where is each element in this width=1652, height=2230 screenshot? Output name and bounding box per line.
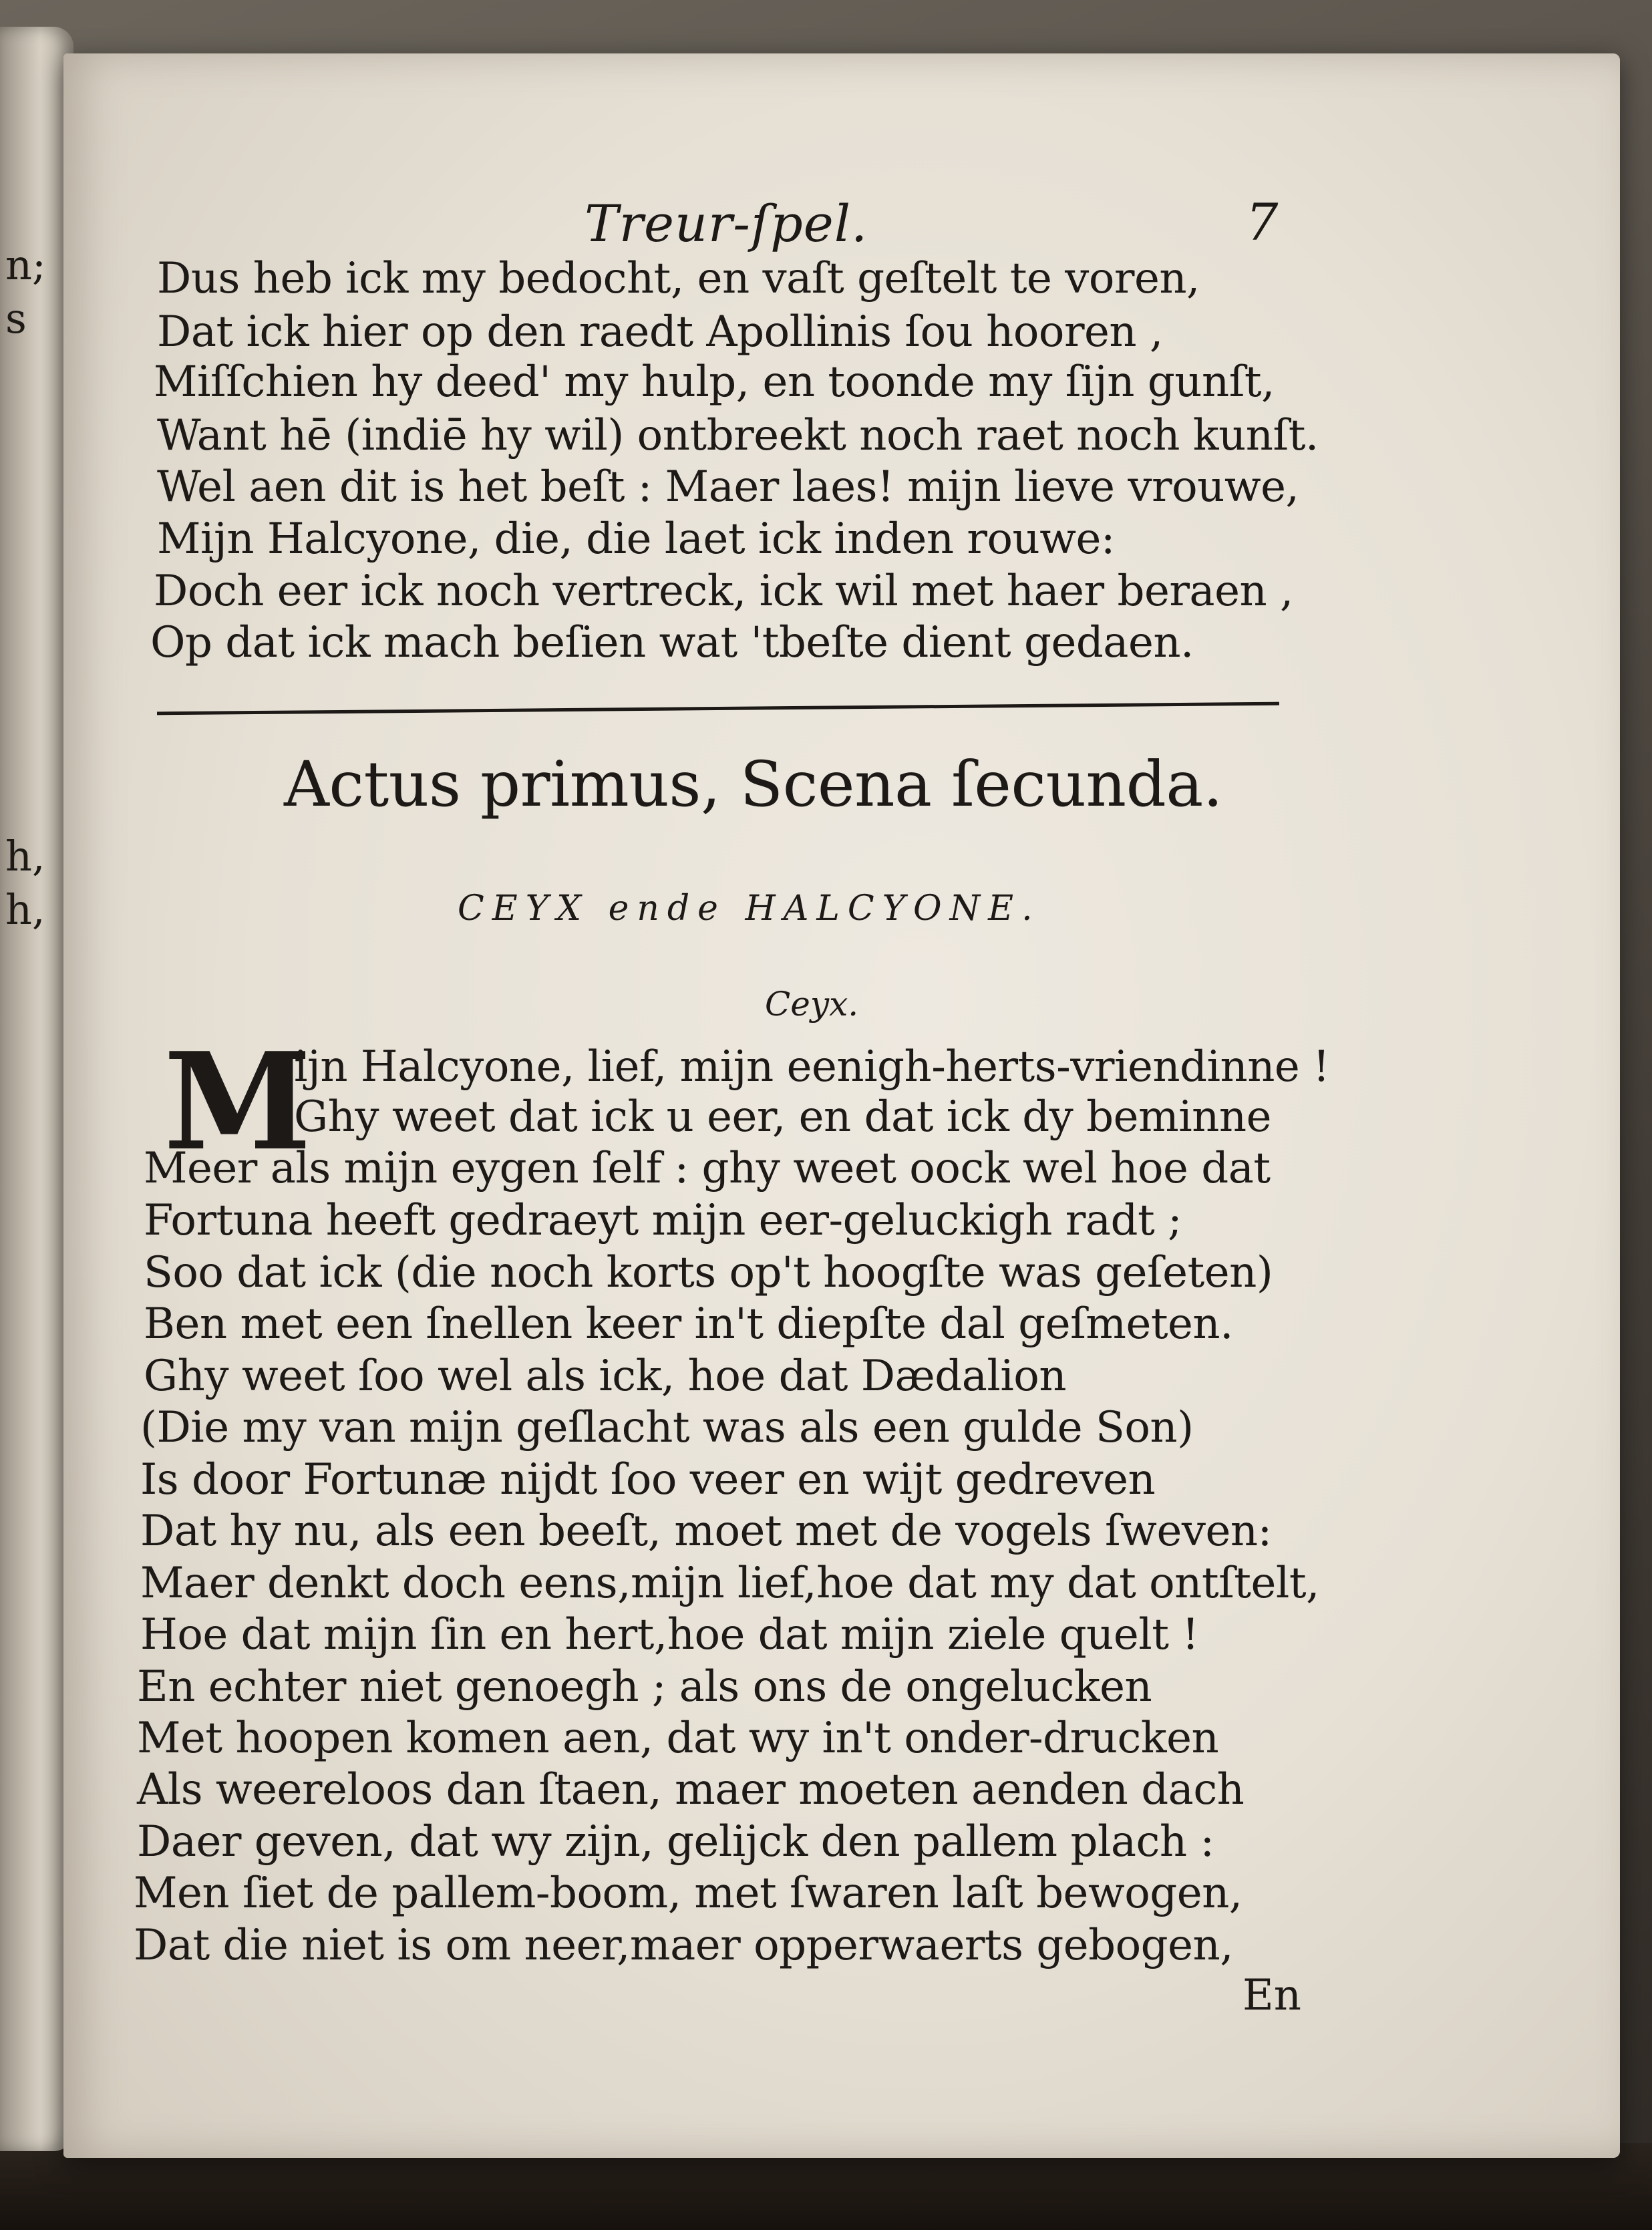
verse-line: Miſſchien hy deed' my hulp, en toonde my ſijn gunſt,: [154, 357, 1275, 407]
verse-line: ijn Halcyone, lief, mijn eenigh-herts-vriendinne !: [294, 1042, 1330, 1092]
verse-line: Wel aen dit is het beſt : Maer laes! mijn lieve vrouwe,: [157, 462, 1299, 512]
verse-line: Dat die niet is om neer,maer opperwaerts gebogen,: [134, 1921, 1234, 1970]
left-page-fragment: n;: [5, 241, 46, 289]
verse-line: Doch eer ick noch vertreck, ick wil met haer beraen ,: [154, 567, 1293, 616]
verse-line: Ghy weet dat ick u eer, en dat ick dy beminne: [294, 1092, 1271, 1142]
catchword: En: [1243, 1971, 1301, 2020]
verse-line: Want hē (indiē hy wil) ontbreekt noch raet noch kunſt.: [157, 411, 1319, 460]
verse-line: Mijn Halcyone, die, die laet ick inden rouwe:: [157, 514, 1115, 564]
left-page-fragment: h,: [5, 832, 45, 881]
verse-line: Fortuna heeft gedraeyt mijn eer-geluckigh radt ;: [144, 1196, 1182, 1245]
scene-characters: CEYX ende HALCYONE.: [458, 889, 1041, 929]
verse-line: Meer als mijn eygen ſelf : ghy weet oock wel hoe dat: [144, 1144, 1271, 1193]
verse-line: Dat ick hier op den raedt Apollinis ſou hooren ,: [157, 307, 1163, 357]
page-number: 7: [1246, 192, 1279, 252]
verse-line: Als weereloos dan ſtaen, maer moeten aenden dach: [137, 1765, 1245, 1814]
verse-line: Daer geven, dat wy zijn, gelijck den pallem plach :: [137, 1817, 1214, 1867]
scene-title: Actus primus, Scena ſecunda.: [284, 748, 1223, 821]
verse-line: Hoe dat mijn ſin en hert,hoe dat mijn ziele quelt !: [140, 1610, 1199, 1659]
verse-line: Dus heb ick my bedocht, en vaſt geſtelt te voren,: [157, 254, 1200, 303]
verse-line: Ben met een ſnellen keer in't diepſte dal geſmeten.: [144, 1299, 1233, 1349]
verse-line: (Die my van mijn geſlacht was als een gulde Son): [140, 1403, 1194, 1452]
verse-line: Dat hy nu, als een beeſt, moet met de vogels ſweven:: [140, 1506, 1272, 1556]
running-title: Treur-ſpel.: [585, 194, 868, 253]
left-page-fragment: s: [5, 294, 27, 343]
book-page: [63, 53, 1620, 2158]
verse-line: Men ſiet de pallem-boom, met ſwaren laſt bewogen,: [134, 1869, 1243, 1918]
verse-line: Maer denkt doch eens,mijn lief,hoe dat my dat ontſtelt,: [140, 1559, 1319, 1608]
verse-line: Ghy weet ſoo wel als ick, hoe dat Dædalion: [144, 1351, 1067, 1401]
left-page-fragment: h,: [5, 885, 45, 934]
verse-line: Soo dat ick (die noch korts op't hoogſte was geſeten): [144, 1248, 1273, 1297]
drop-cap: M: [164, 1023, 312, 1180]
verse-line: Is door Fortunæ nijdt ſoo veer en wijt gedreven: [140, 1455, 1156, 1504]
verse-line: En echter niet genoegh ; als ons de ongelucken: [137, 1662, 1152, 1712]
verse-line: Op dat ick mach beſien wat 'tbeſte dient gedaen.: [150, 618, 1194, 667]
speaker-name: Ceyx.: [765, 985, 859, 1023]
verse-line: Met hoopen komen aen, dat wy in't onder-drucken: [137, 1714, 1219, 1763]
section-rule: [157, 702, 1279, 715]
left-page-edge: [0, 27, 73, 2151]
